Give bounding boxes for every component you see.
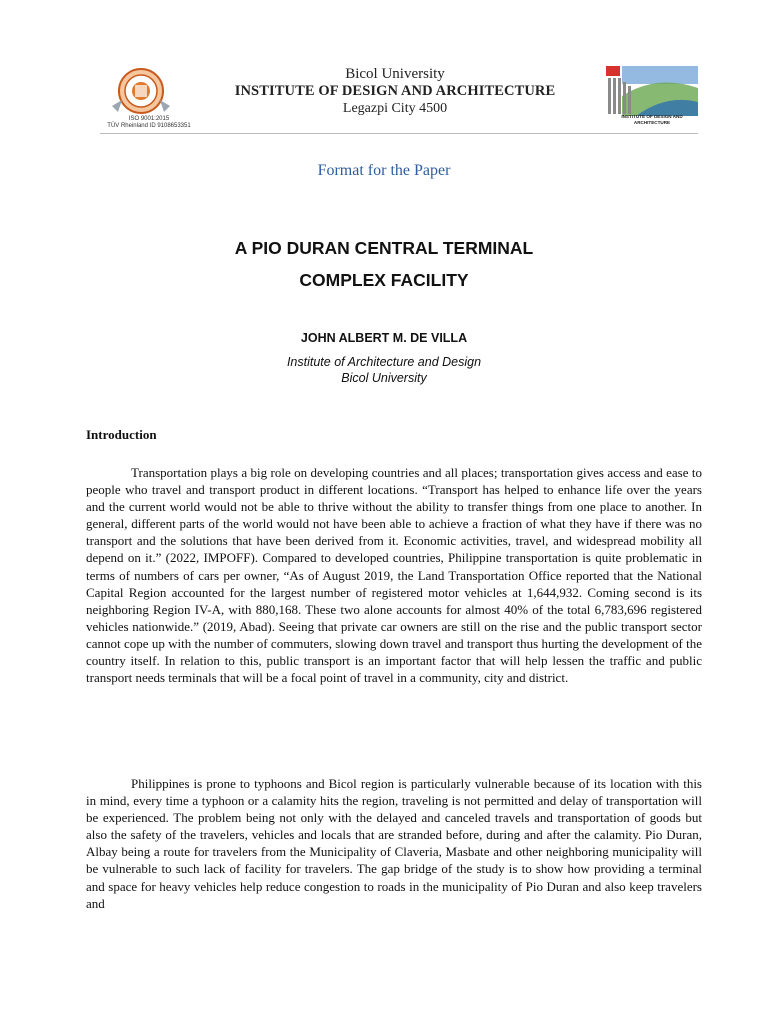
institute-logo-caption: INSTITUTE OF DESIGN AND ARCHITECTURE <box>621 114 683 125</box>
university-seal-icon <box>108 66 174 122</box>
author-affiliation <box>0 354 768 386</box>
affiliation-line-1: Institute of Architecture and Design <box>286 355 482 369</box>
introduction-paragraph-2: Philippines is prone to typhoons and Bicol region is particularly vulnerable because of its location with this in mind, every time a typhoon or a calamity hits the region, traveling is not permitted and delay of transportation will be experienced. The problem being not only with the delayed and canceled travels and transportation of goods but also the safety of the travelers, vehicles and locals that are stranded before, during and after the calamity. Pio Duran, Albay being a route for travelers from the Municipality of Claveria, Masbate and other neighboring municipality will be vulnerable to such lack of facility for travelers. The gap bridge of the study is to show how providing a terminal and space for heavy vehicles help reduce congestion to roads in the municipality of Pio Duran and also keep travelers and <box>86 776 702 911</box>
iso-line-2: TÜV Rheinland ID 9108653351 <box>107 123 191 129</box>
iso-line-1: ISO 9001:2015 <box>128 116 170 122</box>
author-name: JOHN ALBERT M. DE VILLA <box>300 331 468 345</box>
paper-title-line-2: COMPLEX FACILITY <box>299 270 469 290</box>
header-divider <box>100 133 698 134</box>
paper-title-line-1: A PIO DURAN CENTRAL TERMINAL <box>234 238 534 258</box>
letterhead-text <box>220 66 570 117</box>
iso-certification <box>104 116 194 130</box>
format-title: Format for the Paper <box>317 162 451 179</box>
city-address: Legazpi City 4500 <box>342 101 448 116</box>
university-name: Bicol University <box>345 66 445 82</box>
affiliation-line-2: Bicol University <box>341 371 427 385</box>
paper-title <box>0 232 768 296</box>
letterhead <box>100 62 698 136</box>
introduction-heading: Introduction <box>86 427 157 442</box>
institute-name: INSTITUTE OF DESIGN AND ARCHITECTURE <box>234 83 556 99</box>
introduction-paragraph-1: Transportation plays a big role on developing countries and all places; transportation gives access and ease to people who travel and transport product in different locations. “Transport has helped to enhance life over the years and the current world would not be able to thrive without the ability to transfer things from one place to another. In general, different parts of the world would not have been able to achieve a fraction of what they have if there was no transport and the solutions that have been derived from it. Economic activities, travel, and widespread mobility all depend on it.” (2022, IMPOFF). Compared to developed countries, Philippine transportation is quite problematic in terms of numbers of cars per owner, “As of August 2019, the Land Transportation Office reported that the National Capital Region accounted for the largest number of registered motor vehicles at 1,644,932. Coming second is its neighboring Region IV-A, with 880,168. These two alone accounts for almost 40% of the total 6,783,696 registered vehicles nationwide.” (2019, Abad). Seeing that private car owners are still on the rise and the public transport sector cannot cope up with the number of commuters, slowing down travel and transport thus hurting the development of the country itself. In relation to this, public transport is an important factor that will help lessen the traffic and public transport needs terminals that will be a focal point of travel in a community, city and district. <box>86 465 702 686</box>
